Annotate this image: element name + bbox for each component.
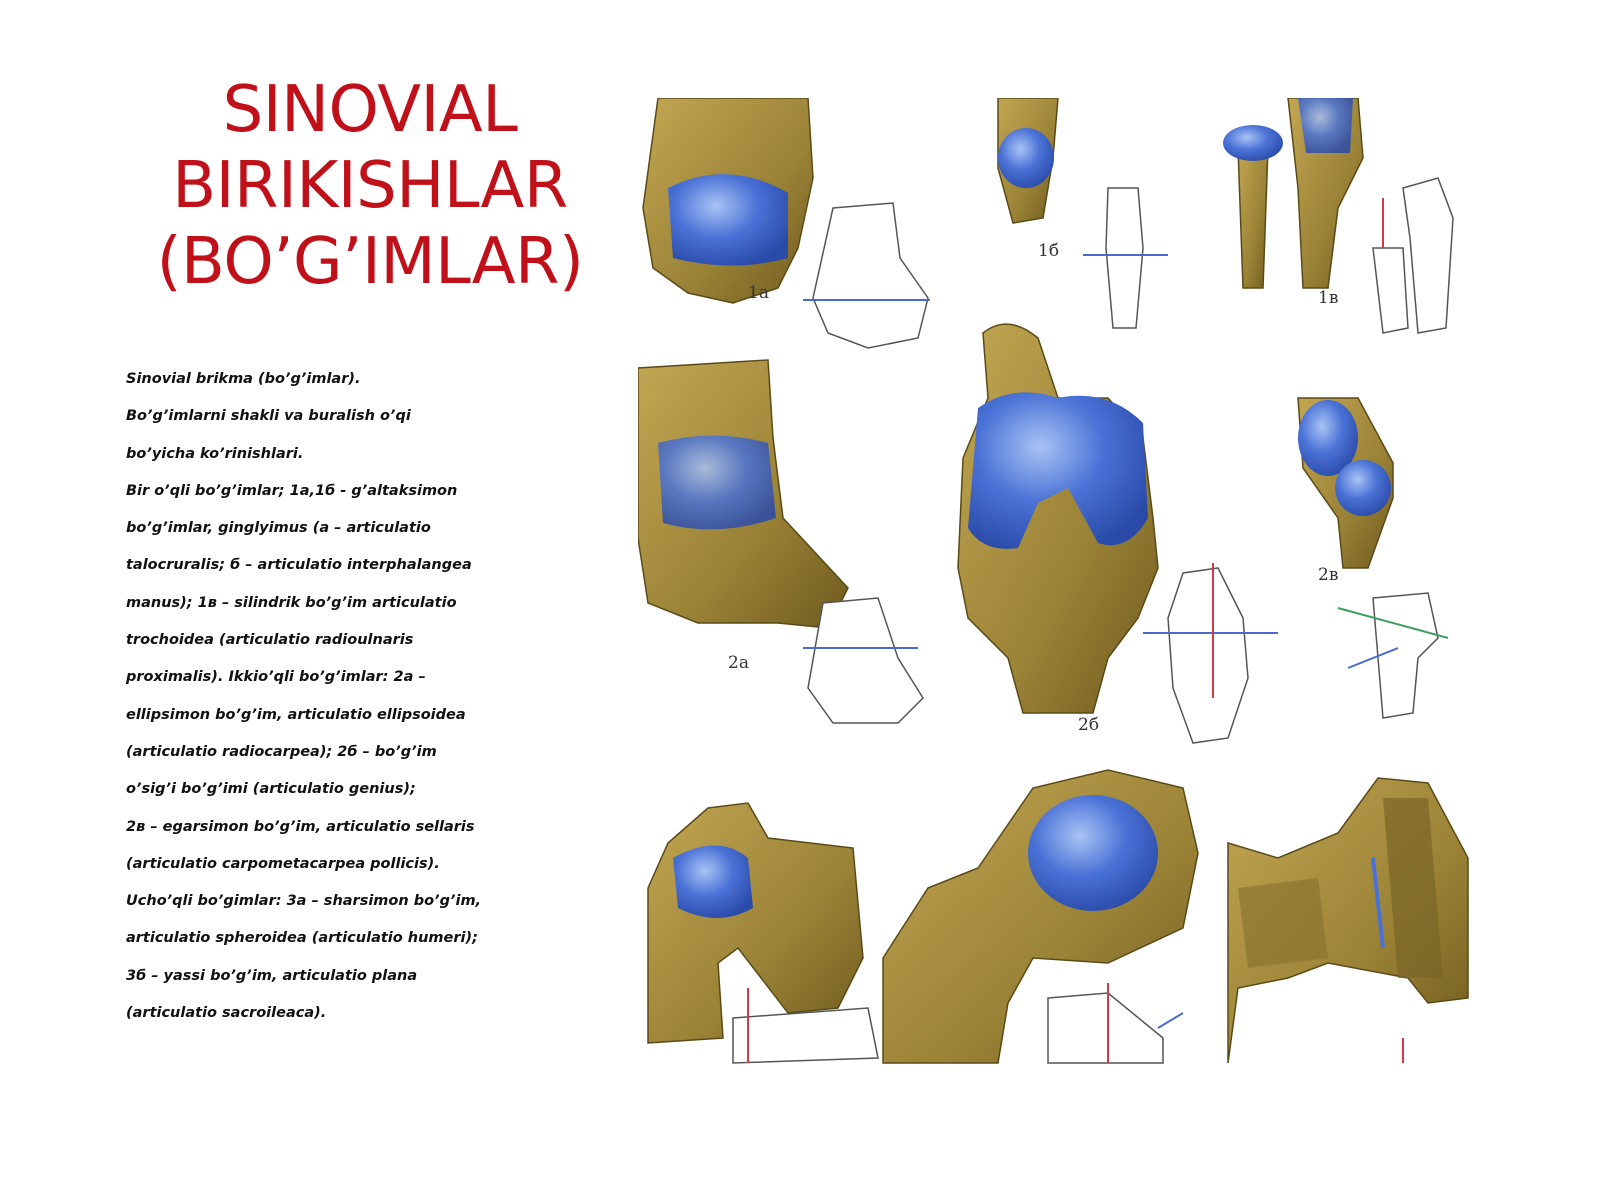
caption-line: Sinovial brikma (bo’g’imlar). xyxy=(126,371,361,387)
joints-illustration-svg xyxy=(638,98,1500,1086)
caption-line: (articulatio radiocarpea); 2б – bo’g’im xyxy=(126,743,437,760)
title-line-1: SINOVIAL xyxy=(222,73,518,147)
panel-label-1a: 1a xyxy=(748,283,769,303)
panel-1a-ankle-joint xyxy=(643,98,930,348)
panel-2b-knee-joint xyxy=(958,324,1278,743)
caption-line: ellipsimon bo’g’im, articulatio ellipsoidea xyxy=(126,706,466,723)
caption-line: talocruralis; б – articulatio interphalangea xyxy=(126,557,472,574)
panel-3a-shoulder-joint xyxy=(648,803,878,1063)
caption-line: articulatio spheroidea (articulatio humeri); xyxy=(126,930,478,947)
panel-label-1b: 1б xyxy=(1038,241,1060,261)
caption-line: bo’g’imlar, ginglyimus (a – articulatio xyxy=(126,520,431,537)
caption-line: (articulatio sacroileaca). xyxy=(126,1005,327,1022)
caption-line: Bo’g’imlarni shakli va buralish o’qi xyxy=(126,408,411,425)
panel-1b-interphalangeal-joint xyxy=(998,98,1168,328)
caption-line: (articulatio carpometacarpea pollicis). xyxy=(126,855,440,872)
caption-line: trochoidea (articulatio radioulnaris xyxy=(126,632,414,649)
panel-label-1v: 1в xyxy=(1318,288,1339,308)
slide-title xyxy=(120,72,620,300)
panel-3b-hip-joint xyxy=(883,770,1198,1063)
panel-2a-wrist-joint xyxy=(638,360,923,723)
caption-line: Bir o’qli bo’g’imlar; 1a,1б - g’altaksimon xyxy=(126,482,458,499)
figure-caption xyxy=(126,361,596,1032)
title-line-3: (BO’G’IMLAR) xyxy=(156,225,584,299)
panel-label-2a: 2a xyxy=(728,653,749,673)
caption-line: 2в – egarsimon bo’g’im, articulatio sellaris xyxy=(126,818,475,835)
caption-line: 3б – yassi bo’g’im, articulatio plana xyxy=(126,967,418,984)
panel-label-2b: 2б xyxy=(1078,715,1100,735)
title-line-2: BIRIKISHLAR xyxy=(172,149,568,223)
caption-line: bo’yicha ko’rinishlari. xyxy=(126,445,304,462)
panel-2v-saddle-joint xyxy=(1298,398,1448,718)
joints-illustration xyxy=(638,98,1500,1086)
panel-label-2v: 2в xyxy=(1318,565,1339,585)
panel-1v-radioulnar-joint xyxy=(1223,98,1453,333)
panel-sacroiliac-joint xyxy=(1228,778,1468,1063)
caption-line: Ucho’qli bo’gimlar: 3a – sharsimon bo’g’im, xyxy=(126,893,482,910)
caption-line: manus); 1в – silindrik bo’g’im articulatio xyxy=(126,594,457,611)
caption-line: o’sig’i bo’g’imi (articulatio genius); xyxy=(126,781,416,798)
caption-line: proximalis). Ikkio’qli bo’g’imlar: 2a – xyxy=(126,669,426,686)
